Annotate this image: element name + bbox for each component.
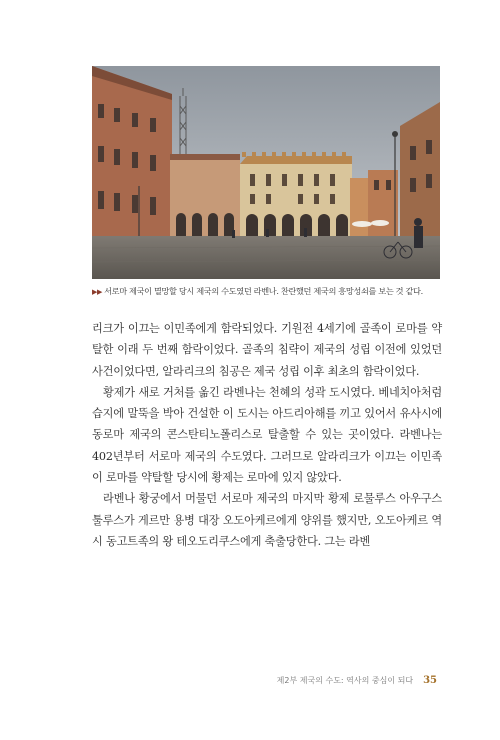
paragraph: 라벤나 황궁에서 머물던 서로마 제국의 마지막 황제 로물루스 아우구스툴루스가 게르만 용병 대장 오도아케르에게 양위를 했지만, 오도아케르 역시 동고트족의 왕 테오도리쿠스에게 축출당한다. 그는 라벤 [92, 492, 442, 548]
ravenna-piazza-photo [92, 66, 440, 279]
photo-caption [92, 286, 452, 297]
body-text [92, 318, 442, 552]
paragraph: 리크가 이끄는 이민족에게 함락되었다. 기원전 4세기에 골족이 로마를 약탈한 이래 두 번째 함락이었다. 골족의 침략이 제국의 성립 이전에 있었던 사건이었다면, 알라리크의 침공은 제국 성립 이후 최초의 함락이었다. [92, 322, 442, 378]
caption-marker: ▶▶ [92, 288, 103, 296]
page-number: 35 [423, 675, 437, 686]
paragraph: 황제가 새로 거처를 옮긴 라벤나는 천혜의 성곽 도시였다. 베네치아처럼 습지에 말뚝을 박아 건설한 이 도시는 아드리아해를 끼고 있어서 유사시에 동로마 제국의 콘스탄티노폴리스로 탈출할 수 있는 곳이었다. 라벤나는 402년부터 서로마 제국의 수도였다. 그러므로 알라리크가 이끄는 이민족이 로마를 약탈할 당시에 황제는 로마에 있지 않았다. [92, 385, 442, 485]
caption-text: 서로마 제국이 멸망할 당시 제국의 수도였던 라벤나. 찬란했던 제국의 흥망성쇠를 보는 것 같다. [104, 286, 423, 296]
running-footer-chapter: 제2부 제국의 수도: 역사의 중심이 되다 [276, 676, 414, 685]
page-footer [277, 675, 437, 686]
